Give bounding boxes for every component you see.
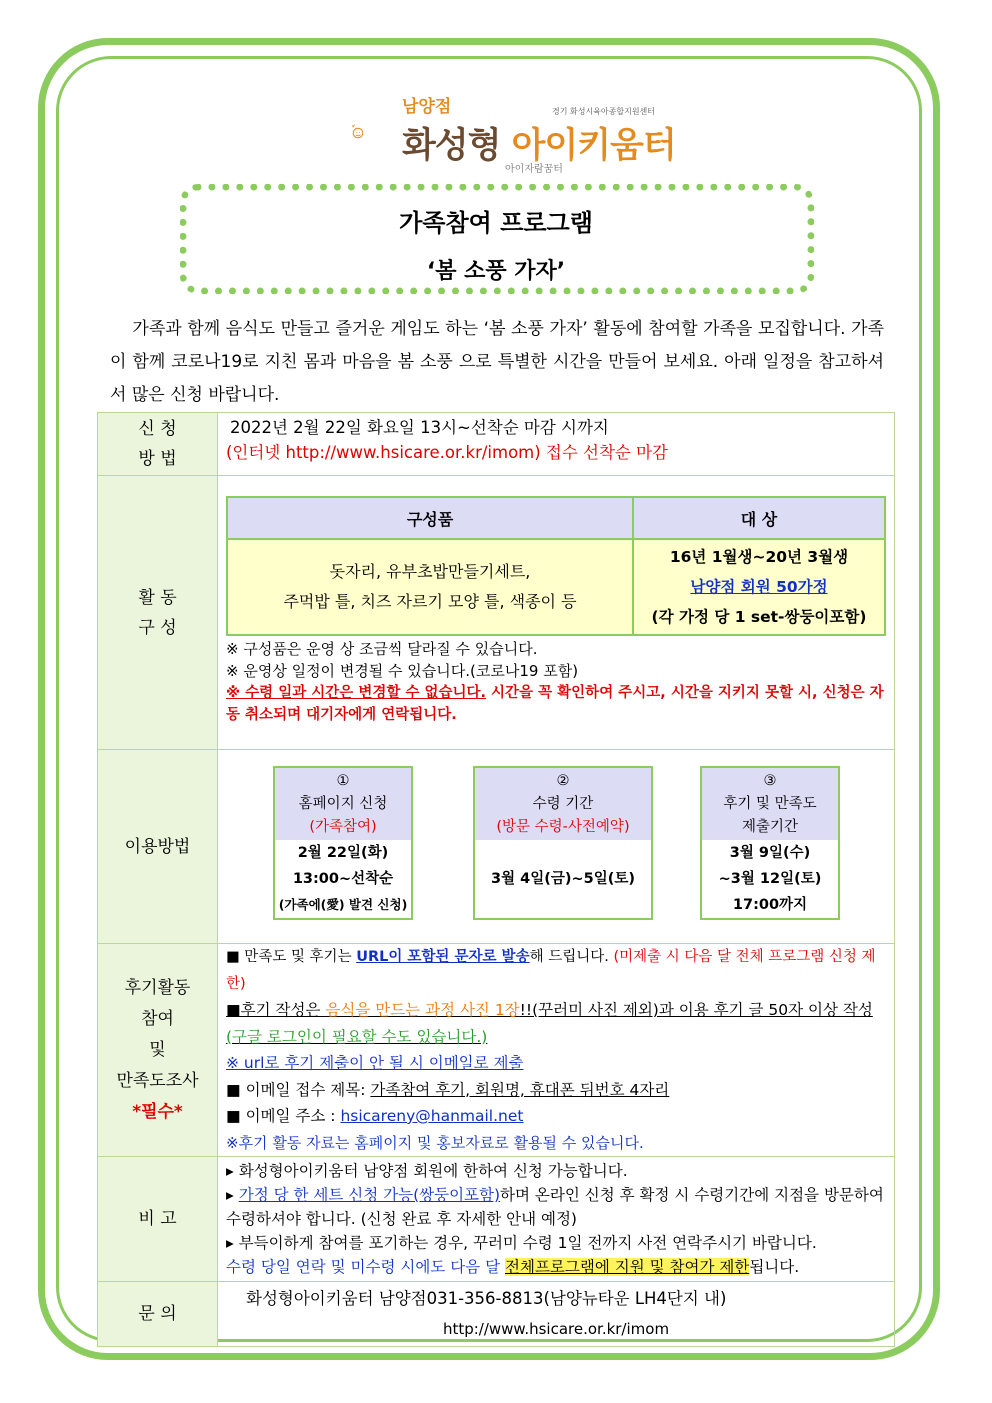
note-2: ※ 운영상 일정이 변경될 수 있습니다.(코로나19 포함) <box>226 662 579 680</box>
step-1: ① 홈페이지 신청 (가족참여) 2월 22일(화) 13:00~선착순 (가족에(愛) 발견 신청) <box>273 766 413 920</box>
page-subtitle: ‘봄 소풍 가자’ <box>426 259 566 284</box>
header-activity: 활 동 구 성 <box>98 476 218 750</box>
row-remarks <box>98 1157 895 1282</box>
review-line-3: ※ url로 후기 제출이 안 될 시 이메일로 제출 <box>226 1054 524 1072</box>
remark-3: ▸ 부득이하게 참여를 포기하는 경우, 꾸러미 수령 1일 전까지 사전 연락주시기 바랍니다. <box>226 1234 817 1252</box>
row-apply <box>98 413 895 476</box>
items-cell: 돗자리, 유부초밥만들기세트, 주먹밥 틀, 치즈 자르기 모양 틀, 색종이 등 <box>227 539 633 635</box>
review-line-1: ■ 만족도 및 후기는 URL이 포함된 문자로 발송해 드립니다. (미제출 시 다음 달 전체 프로그램 신청 제한) <box>226 949 876 992</box>
remark-1: ▸ 화성형아이키움터 남양점 회원에 한하여 신청 가능합니다. <box>226 1162 628 1180</box>
contact-phone: 화성형아이키움터 남양점031-356-8813(남양뉴타운 LH4단지 내) <box>246 1289 727 1308</box>
header-contact: 문 의 <box>98 1282 218 1347</box>
remarks-content <box>218 1157 895 1282</box>
contact-url[interactable]: http://www.hsicare.or.kr/imom <box>442 1320 670 1338</box>
activity-content <box>218 476 895 750</box>
step-3: ③ 후기 및 만족도 제출기간 3월 9일(수) ~3월 12일(토) 17:00까지 <box>700 766 840 920</box>
review-line-6: ※후기 활동 자료는 홈페이지 및 홍보자료로 활용될 수 있습니다. <box>226 1133 644 1152</box>
logo-branch: 남양점 <box>402 97 452 117</box>
apply-date: 2022년 2월 22일 화요일 13시~선착순 마감 시까지 <box>230 418 609 437</box>
target-cell: 16년 1월생~20년 3월생 남양점 회원 50가정 (각 가정 당 1 set-쌍둥이포함) <box>633 539 885 635</box>
components-table <box>226 496 886 636</box>
contact-content <box>218 1282 895 1347</box>
logo-org: 경기 화성시육아종합지원센터 <box>552 107 656 116</box>
header-review: 후기활동 참여 및 만족도조사 *필수* <box>98 944 218 1157</box>
remark-2: ▸ 가정 당 한 세트 신청 가능(쌍둥이포함)하며 온라인 신청 후 확정 시 수령기간에 지점을 방문하여 수령하셔야 합니다. (신청 완료 후 자세한 안내 예정) <box>226 1186 884 1228</box>
usage-content <box>218 750 895 944</box>
review-content <box>218 944 895 1157</box>
email-link[interactable]: hsicareny@hanmail.net <box>340 1107 524 1125</box>
col-target: 대 상 <box>633 497 885 539</box>
col-items: 구성품 <box>227 497 633 539</box>
review-line-2: ■후기 작성은 음식을 만드는 과정 사진 1장!!(꾸러미 사진 제외)과 이용 후기 글 50자 이상 작성(구글 로그인이 필요할 수도 있습니다.) <box>226 1001 873 1046</box>
logo-name: 화성형 아이키움터 <box>402 126 676 166</box>
apply-content <box>218 413 895 476</box>
header-usage: 이용방법 <box>98 750 218 944</box>
warning-note: ※ 수령 일과 시간은 변경할 수 없습니다. 시간을 꼭 확인하여 주시고, 시간을 지키지 못할 시, 신청은 자동 취소되며 대기자에게 연락됩니다. <box>226 685 884 723</box>
info-table <box>97 412 895 1347</box>
row-activity <box>98 476 895 750</box>
logo-sub: 아이자람꿈터 <box>505 164 563 175</box>
row-usage <box>98 750 895 944</box>
apply-url: (인터넷 http://www.hsicare.or.kr/imom) 접수 선착순 마감 <box>226 443 668 462</box>
remark-4: 수령 당일 연락 및 미수령 시에도 다음 달 전체프로그램에 지원 및 참여가 제한됩니다. <box>226 1258 800 1276</box>
intro-paragraph: 가족과 함께 음식도 만들고 즐거운 게임도 하는 ‘봄 소풍 가자’ 활동에 참여할 가족을 모집합니다. 가족이 함께 코로나19로 지친 몸과 마음을 봄 소풍 으로 특별한 시간을 만들어 보세요. 아래 일정을 참고하셔서 많은 신청 바랍니다. <box>110 319 884 405</box>
row-review <box>98 944 895 1157</box>
note-1: ※ 구성품은 운영 상 조금씩 달라질 수 있습니다. <box>226 640 538 658</box>
header-apply: 신 청 방 법 <box>98 413 218 476</box>
step-2: ② 수령 기간 (방문 수령-사전예약) 3월 4일(금)~5일(토) <box>473 766 653 920</box>
row-contact <box>98 1282 895 1347</box>
page-title: 가족참여 프로그램 <box>399 209 593 237</box>
review-line-4: ■ 이메일 접수 제목: 가족참여 후기, 회원명, 휴대폰 뒤번호 4자리 <box>226 1080 670 1099</box>
header-remarks: 비 고 <box>98 1157 218 1282</box>
review-line-5: ■ 이메일 주소 : hsicareny@hanmail.net <box>226 1107 524 1125</box>
